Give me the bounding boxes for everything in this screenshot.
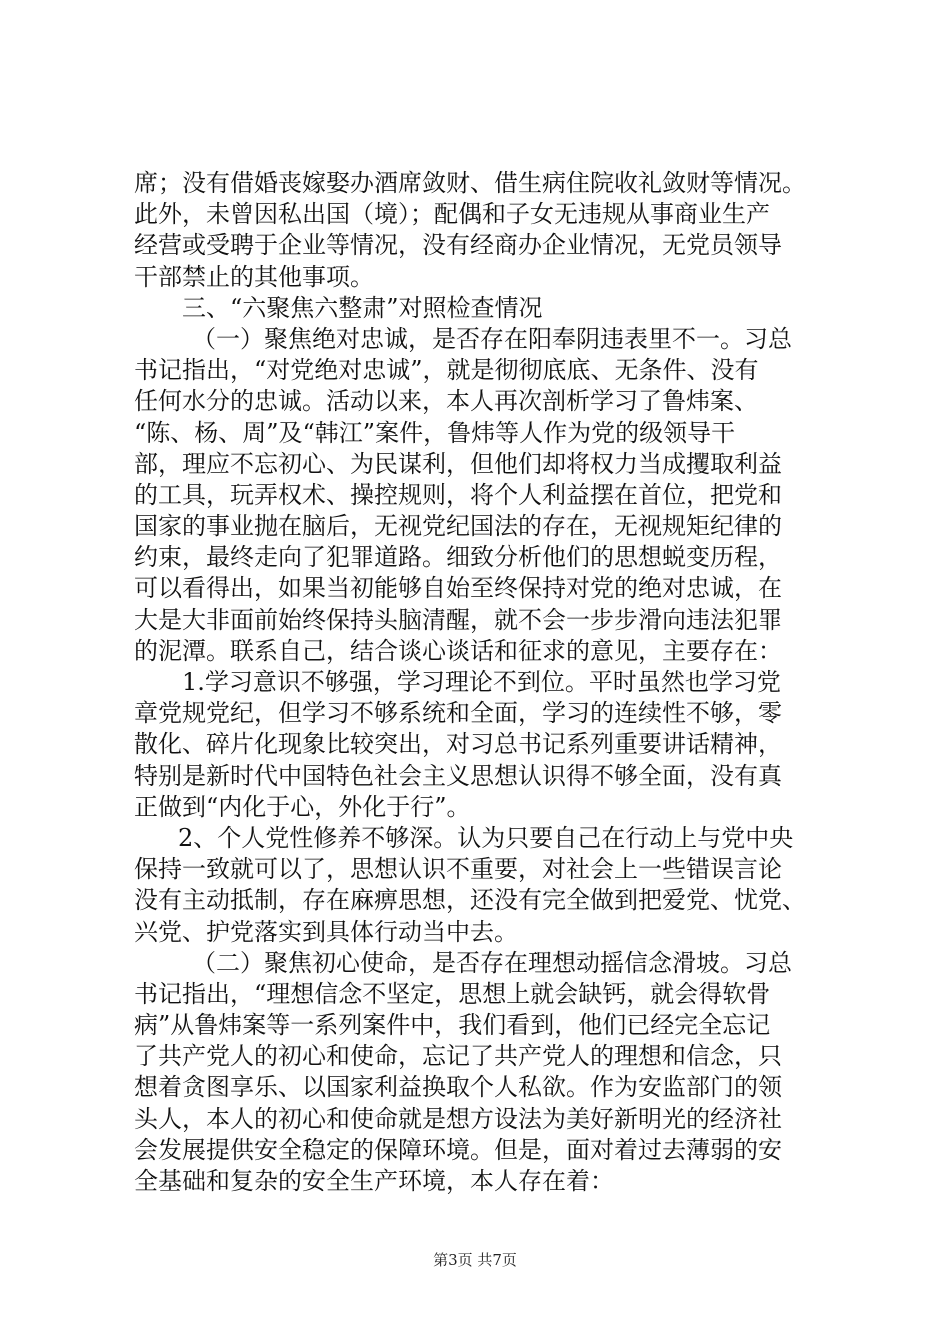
text-line: 兴党、护党落实到具体行动当中去。 bbox=[134, 917, 518, 946]
text-line: 部，理应不忘初心、为民谋利，但他们却将权力当成攫取利益 bbox=[134, 449, 782, 478]
text-line: 正做到“内化于心，外化于行”。 bbox=[134, 792, 471, 821]
text-line: 的泥潭。联系自己，结合谈心谈话和征求的意见，主要存在： bbox=[134, 636, 782, 665]
text-line: 了共产党人的初心和使命，忘记了共产党人的理想和信念，只 bbox=[134, 1042, 782, 1071]
text-line: 想着贪图享乐、以国家利益换取个人私欲。作为安监部门的领 bbox=[134, 1073, 782, 1102]
text-line: 会发展提供安全稳定的保障环境。但是，面对着过去薄弱的安 bbox=[134, 1135, 782, 1164]
text-line: “陈、杨、周”及“韩江”案件，鲁炜等人作为党的级领导干 bbox=[134, 418, 736, 447]
text-line: 书记指出，“对党绝对忠诚”，就是彻彻底底、无条件、没有 bbox=[134, 356, 759, 385]
subsection-heading: （二）聚焦初心使命，是否存在理想动摇信念滑坡。习总 bbox=[192, 948, 792, 977]
text-line: 特别是新时代中国特色社会主义思想认识得不够全面，没有真 bbox=[134, 761, 782, 790]
document-body bbox=[134, 168, 834, 1197]
text-line: 经营或受聘于企业等情况，没有经商办企业情况，无党员领导 bbox=[134, 231, 782, 260]
text-line: 章党规党纪，但学习不够系统和全面，学习的连续性不够，零 bbox=[134, 699, 782, 728]
text-line: 头人，本人的初心和使命就是想方设法为美好新明光的经济社 bbox=[134, 1104, 782, 1133]
text-line: 散化、碎片化现象比较突出，对习总书记系列重要讲话精神， bbox=[134, 730, 782, 759]
text-line: 没有主动抵制，存在麻痹思想，还没有完全做到把爱党、忧党、 bbox=[134, 886, 806, 915]
subsection-heading: （一）聚焦绝对忠诚，是否存在阳奉阴违表里不一。习总 bbox=[192, 324, 792, 353]
text-line: 书记指出，“理想信念不坚定，思想上就会缺钙，就会得软骨 bbox=[134, 979, 771, 1008]
text-line: 大是大非面前始终保持头脑清醒，就不会一步步滑向违法犯罪 bbox=[134, 605, 782, 634]
text-line: 病”从鲁炜案等一系列案件中，我们看到，他们已经完全忘记 bbox=[134, 1011, 771, 1040]
text-line: 席；没有借婚丧嫁娶办酒席敛财、借生病住院收礼敛财等情况。 bbox=[134, 169, 806, 197]
text-line: 干部禁止的其他事项。 bbox=[134, 262, 374, 291]
list-item-heading: 2、个人党性修养不够深。认为只要自己在行动上与党中央 bbox=[178, 823, 794, 852]
page-number-footer: 第3页 共7页 bbox=[433, 1251, 517, 1269]
section-heading: 三、“六聚焦六整肃”对照检查情况 bbox=[182, 293, 543, 322]
text-line: 任何水分的忠诚。活动以来，本人再次剖析学习了鲁炜案、 bbox=[134, 387, 758, 416]
text-line: 国家的事业抛在脑后，无视党纪国法的存在，无视规矩纪律的 bbox=[134, 512, 782, 541]
list-item-heading: 1.学习意识不够强，学习理论不到位。平时虽然也学习党 bbox=[182, 668, 781, 696]
text-line: 的工具，玩弄权术、操控规则，将个人利益摆在首位，把党和 bbox=[134, 480, 782, 509]
text-line: 全基础和复杂的安全生产环境，本人存在着： bbox=[134, 1167, 614, 1195]
text-line: 保持一致就可以了，思想认识不重要，对社会上一些错误言论 bbox=[134, 855, 782, 884]
text-line: 此外，未曾因私出国（境）；配偶和子女无违规从事商业生产 bbox=[134, 200, 770, 229]
text-line: 约束，最终走向了犯罪道路。细致分析他们的思想蜕变历程， bbox=[134, 543, 782, 572]
text-line: 可以看得出，如果当初能够自始至终保持对党的绝对忠诚，在 bbox=[134, 574, 782, 603]
